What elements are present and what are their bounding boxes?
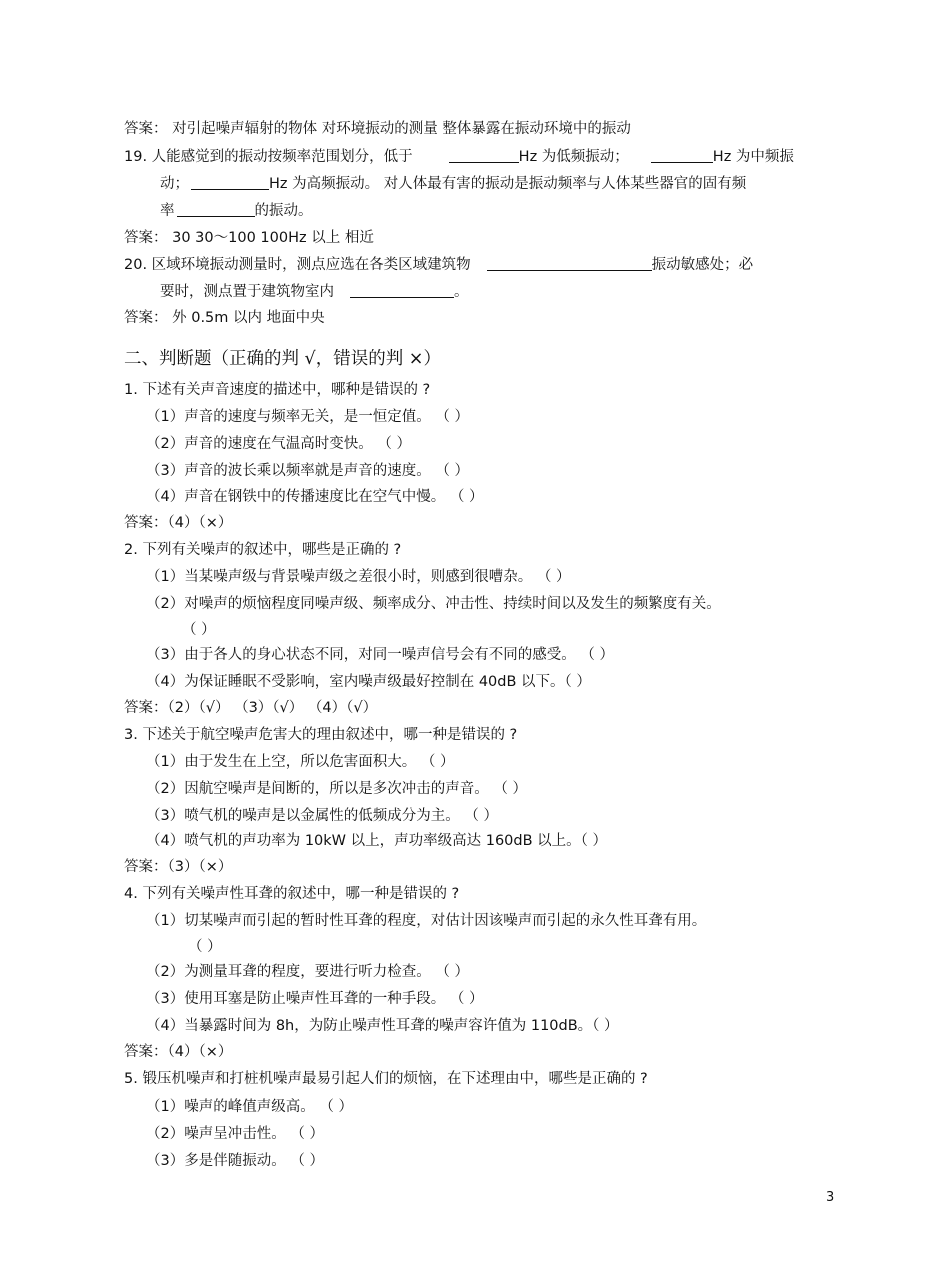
text: 要时，测点置于建筑物室内 — [160, 284, 334, 300]
text: 率 — [160, 203, 175, 219]
fill-blank — [350, 282, 454, 298]
q3-option-1: （1）由于发生在上空，所以危害面积大。 （ ） — [146, 754, 455, 770]
question-19-line-3 — [160, 201, 313, 221]
answer-q3: 答案：（3）（×） — [124, 859, 233, 875]
question-3: 3. 下述关于航空噪声危害大的理由叙述中，哪一种是错误的 ? — [124, 727, 518, 743]
q5-option-3: （3）多是伴随振动。 （ ） — [146, 1153, 324, 1169]
q4-option-2: （2）为测量耳聋的程度，要进行听力检查。 （ ） — [146, 964, 469, 980]
q2-option-3: （3）由于各人的身心状态不同，对同一噪声信号会有不同的感受。 （ ） — [146, 647, 614, 663]
question-4: 4. 下列有关噪声性耳聋的叙述中，哪一种是错误的 ? — [124, 886, 460, 902]
question-20-line-1 — [124, 255, 753, 275]
q3-option-3: （3）喷气机的噪声是以金属性的低频成分为主。 （ ） — [146, 808, 498, 824]
answer-line-20: 答案： 外 0.5m 以内 地面中央 — [124, 310, 325, 326]
text: 动； — [160, 176, 189, 192]
text: Hz 为低频振动； — [518, 149, 629, 165]
text: 。 — [454, 284, 469, 300]
answer-q1: 答案：（4）（×） — [124, 515, 233, 531]
section-heading: 二、判断题（正确的判 √，错误的判 ×） — [124, 349, 441, 369]
text: 19. 人能感觉到的振动按频率范围划分，低于 — [124, 149, 413, 165]
q2-option-1: （1）当某噪声级与背景噪声级之差很小时，则感到很嘈杂。 （ ） — [146, 569, 571, 585]
q2-option-2-bracket: （ ） — [182, 622, 216, 638]
fill-blank — [487, 255, 652, 271]
answer-q4: 答案：（4）（×） — [124, 1044, 233, 1060]
fill-blank — [191, 174, 269, 190]
question-19-line-2 — [160, 174, 746, 194]
answer-line-18: 答案： 对引起噪声辐射的物体 对环境振动的测量 整体暴露在振动环境中的振动 — [124, 121, 631, 137]
q4-option-4: （4）当暴露时间为 8h，为防止噪声性耳聋的噪声容许值为 110dB。（ ） — [146, 1018, 619, 1034]
question-20-line-2 — [160, 282, 469, 302]
q4-option-3: （3）使用耳塞是防止噪声性耳聋的一种手段。 （ ） — [146, 991, 484, 1007]
answer-line-19: 答案： 30 30～100 100Hz 以上 相近 — [124, 230, 374, 246]
page-number: 3 — [826, 1190, 835, 1205]
question-5: 5. 锻压机噪声和打桩机噪声最易引起人们的烦恼，在下述理由中，哪些是正确的 ? — [124, 1071, 648, 1087]
q1-option-3: （3）声音的波长乘以频率就是声音的速度。 （ ） — [146, 463, 469, 479]
fill-blank — [449, 147, 519, 163]
text: Hz 为中频振 — [712, 149, 794, 165]
fill-blank — [177, 201, 255, 217]
text: 20. 区域环境振动测量时，测点应选在各类区域建筑物 — [124, 257, 471, 273]
q5-option-1: （1）噪声的峰值声级高。 （ ） — [146, 1099, 353, 1115]
q4-option-1: （1）切某噪声而引起的暂时性耳聋的程度，对估计因该噪声而引起的永久性耳聋有用。 — [146, 913, 707, 929]
q5-option-2: （2）噪声呈冲击性。 （ ） — [146, 1126, 324, 1142]
q3-option-2: （2）因航空噪声是间断的，所以是多次冲击的声音。 （ ） — [146, 781, 527, 797]
text: 振动敏感处；必 — [651, 257, 754, 273]
q2-option-2: （2）对噪声的烦恼程度同噪声级、频率成分、冲击性、持续时间以及发生的频繁度有关。 — [146, 596, 721, 612]
question-1: 1. 下述有关声音速度的描述中，哪种是错误的 ? — [124, 382, 431, 398]
answer-q2: 答案：（2）（√） （3）（√） （4）（√） — [124, 700, 378, 716]
q4-option-1-bracket: （ ） — [188, 939, 222, 955]
question-2: 2. 下列有关噪声的叙述中，哪些是正确的 ? — [124, 542, 402, 558]
q3-option-4: （4）喷气机的声功率为 10kW 以上，声功率级高达 160dB 以上。（ ） — [146, 833, 608, 849]
question-19-line-1 — [124, 147, 794, 167]
q1-option-4: （4）声音在钢铁中的传播速度比在空气中慢。 （ ） — [146, 489, 484, 505]
q1-option-1: （1）声音的速度与频率无关，是一恒定值。 （ ） — [146, 409, 469, 425]
fill-blank — [651, 147, 713, 163]
q1-option-2: （2）声音的速度在气温高时变快。 （ ） — [146, 436, 411, 452]
q2-option-4: （4）为保证睡眠不受影响，室内噪声级最好控制在 40dB 以下。（ ） — [146, 674, 591, 690]
text: 的振动。 — [254, 203, 313, 219]
text: Hz 为高频振动。 对人体最有害的振动是振动频率与人体某些器官的固有频 — [269, 176, 747, 192]
